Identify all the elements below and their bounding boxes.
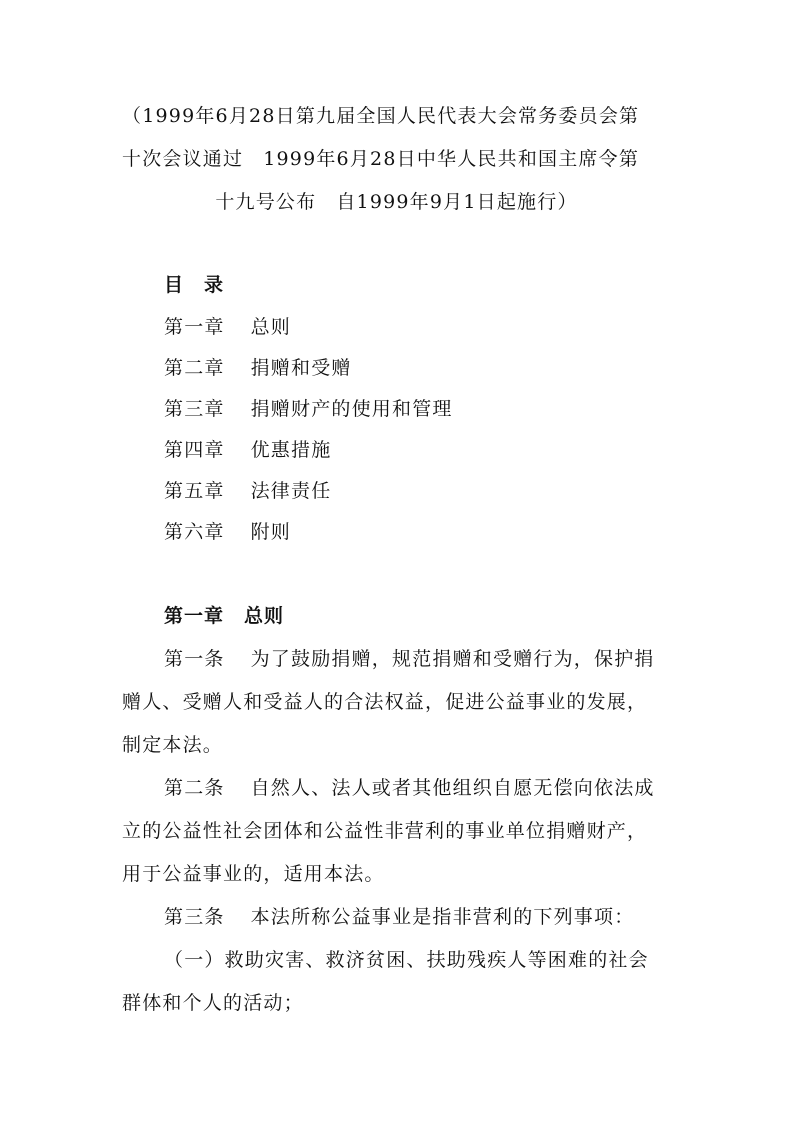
header-line-2: [122, 146, 639, 172]
toc-item-title: 优惠措施: [250, 439, 332, 461]
toc-item-chapter-6[interactable]: [164, 519, 291, 545]
article-1-line-3: 制定本法。: [122, 734, 224, 756]
toc-item-chapter-3[interactable]: [164, 396, 453, 422]
article-text: 自然人、法人或者其他组织自愿无偿向依法成: [250, 777, 655, 799]
article-2-line-2: 立的公益性社会团体和公益性非营利的事业单位捐赠财产，: [122, 820, 648, 842]
article-text: 为了鼓励捐赠，规范捐赠和受赠行为，保护捐: [250, 648, 655, 670]
toc-item-number: 第三章: [164, 398, 225, 420]
header-text: 十次会议通过: [122, 148, 244, 170]
toc-title: 目 录: [164, 274, 225, 296]
chapter-number: 第一章: [164, 605, 225, 627]
article-3-item-1-line-2: 群体和个人的活动；: [122, 992, 304, 1014]
article-3-line-1: [164, 904, 634, 930]
header-text: （1999年6月28日第九届全国人民代表大会常务委员会第: [122, 105, 640, 127]
article-text: 本法所称公益事业是指非营利的下列事项：: [250, 906, 635, 928]
toc-item-title: 捐赠和受赠: [250, 357, 352, 379]
toc-item-number: 第六章: [164, 521, 225, 543]
toc-item-number: 第四章: [164, 439, 225, 461]
article-2-line-1: [164, 775, 655, 801]
chapter-title: 总则: [244, 605, 285, 627]
article-1-line-2: 赠人、受赠人和受益人的合法权益，促进公益事业的发展，: [122, 691, 648, 713]
article-label: 第一条: [164, 648, 225, 670]
header-text: 1999年6月28日中华人民共和国主席令第: [263, 148, 640, 170]
header-text: 自1999年9月1日起施行）: [336, 191, 578, 213]
toc-item-chapter-5[interactable]: [164, 478, 331, 504]
toc-item-title: 捐赠财产的使用和管理: [250, 398, 453, 420]
article-label: 第三条: [164, 906, 225, 928]
toc-item-chapter-1[interactable]: [164, 314, 291, 340]
toc-item-chapter-2[interactable]: [164, 355, 352, 381]
toc-item-number: 第一章: [164, 316, 225, 338]
header-text: 十九号公布: [215, 191, 317, 213]
toc-item-title: 附则: [250, 521, 292, 543]
article-3-item-1-line-1: （一）救助灾害、救济贫困、扶助残疾人等困难的社会: [164, 949, 649, 971]
article-1-line-1: [164, 646, 655, 672]
toc-item-number: 第二章: [164, 357, 225, 379]
toc-item-number: 第五章: [164, 480, 225, 502]
toc-item-title: 法律责任: [250, 480, 332, 502]
article-2-line-3: 用于公益事业的，适用本法。: [122, 863, 385, 885]
header-line-1: [122, 103, 639, 129]
header-line-3: [0, 189, 793, 215]
chapter-heading: [164, 603, 284, 629]
article-label: 第二条: [164, 777, 225, 799]
toc-item-chapter-4[interactable]: [164, 437, 331, 463]
toc-item-title: 总则: [250, 316, 292, 338]
